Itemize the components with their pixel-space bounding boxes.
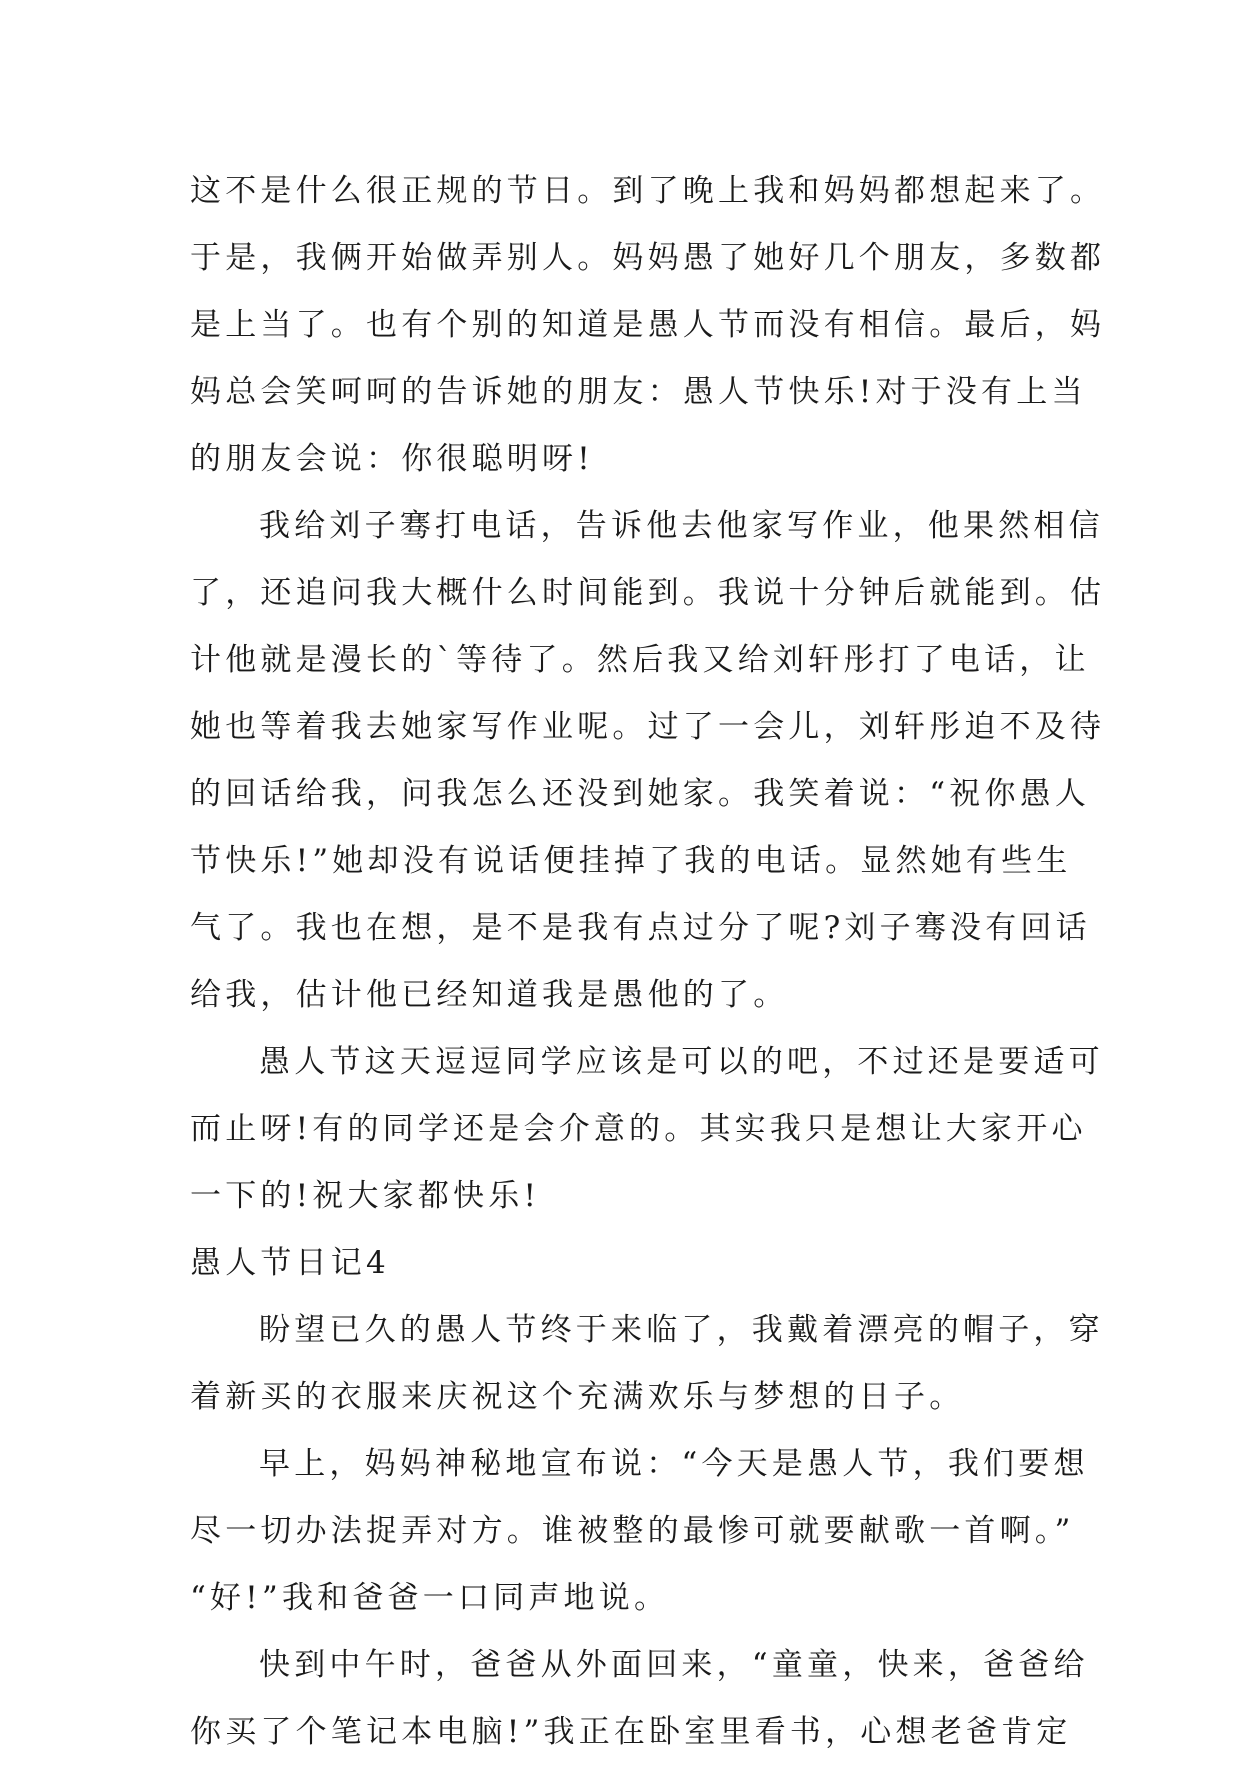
text-line: 的朋友会说：你很聪明呀! bbox=[190, 441, 594, 477]
text-line: 尽一切办法捉弄对方。谁被整的最惨可就要献歌一首啊。” bbox=[190, 1513, 1075, 1549]
text-line: 你买了个笔记本电脑!”我正在卧室里看书，心想老爸肯定 bbox=[190, 1714, 1072, 1750]
text-line: 盼望已久的愚人节终于来临了，我戴着漂亮的帽子，穿 bbox=[259, 1312, 1104, 1348]
text-line: 早上，妈妈神秘地宣布说：“今天是愚人节，我们要想 bbox=[259, 1446, 1089, 1482]
text-line: 妈总会笑呵呵的告诉她的朋友：愚人节快乐!对于没有上当 bbox=[190, 374, 1087, 410]
text-line: 计他就是漫长的`等待了。然后我又给刘轩彤打了电话，让 bbox=[190, 642, 1090, 678]
text-line: 她也等着我去她家写作业呢。过了一会儿，刘轩彤迫不及待 bbox=[190, 709, 1106, 745]
text-line: “好!”我和爸爸一口同声地说。 bbox=[190, 1580, 670, 1616]
text-line: 愚人节这天逗逗同学应该是可以的吧，不过还是要适可 bbox=[259, 1044, 1104, 1080]
text-line: 而止呀!有的同学还是会介意的。其实我只是想让大家开心 bbox=[190, 1111, 1087, 1147]
text-line: 这不是什么很正规的节日。到了晚上我和妈妈都想起来了。 bbox=[190, 173, 1106, 209]
text-line: 于是，我俩开始做弄别人。妈妈愚了她好几个朋友，多数都 bbox=[190, 240, 1106, 276]
text-line: 节快乐!”她却没有说话便挂掉了我的电话。显然她有些生 bbox=[190, 843, 1072, 879]
text-line: 的回话给我，问我怎么还没到她家。我笑着说：“祝你愚人 bbox=[190, 776, 1091, 812]
text-line: 我给刘子骞打电话，告诉他去他家写作业，他果然相信 bbox=[259, 508, 1104, 544]
text-line: 快到中午时，爸爸从外面回来，“童童，快来，爸爸给 bbox=[259, 1647, 1089, 1683]
text-line: 给我，估计他已经知道我是愚他的了。 bbox=[190, 977, 789, 1013]
text-line: 一下的!祝大家都快乐! bbox=[190, 1178, 541, 1214]
document-body bbox=[190, 158, 1106, 1766]
section-heading: 愚人节日记4 bbox=[190, 1245, 390, 1281]
text-line: 了，还追问我大概什么时间能到。我说十分钟后就能到。估 bbox=[190, 575, 1106, 611]
text-line: 气了。我也在想，是不是我有点过分了呢?刘子骞没有回话 bbox=[190, 910, 1091, 946]
text-line: 是上当了。也有个别的知道是愚人节而没有相信。最后，妈 bbox=[190, 307, 1106, 343]
text-line: 着新买的衣服来庆祝这个充满欢乐与梦想的日子。 bbox=[190, 1379, 965, 1415]
